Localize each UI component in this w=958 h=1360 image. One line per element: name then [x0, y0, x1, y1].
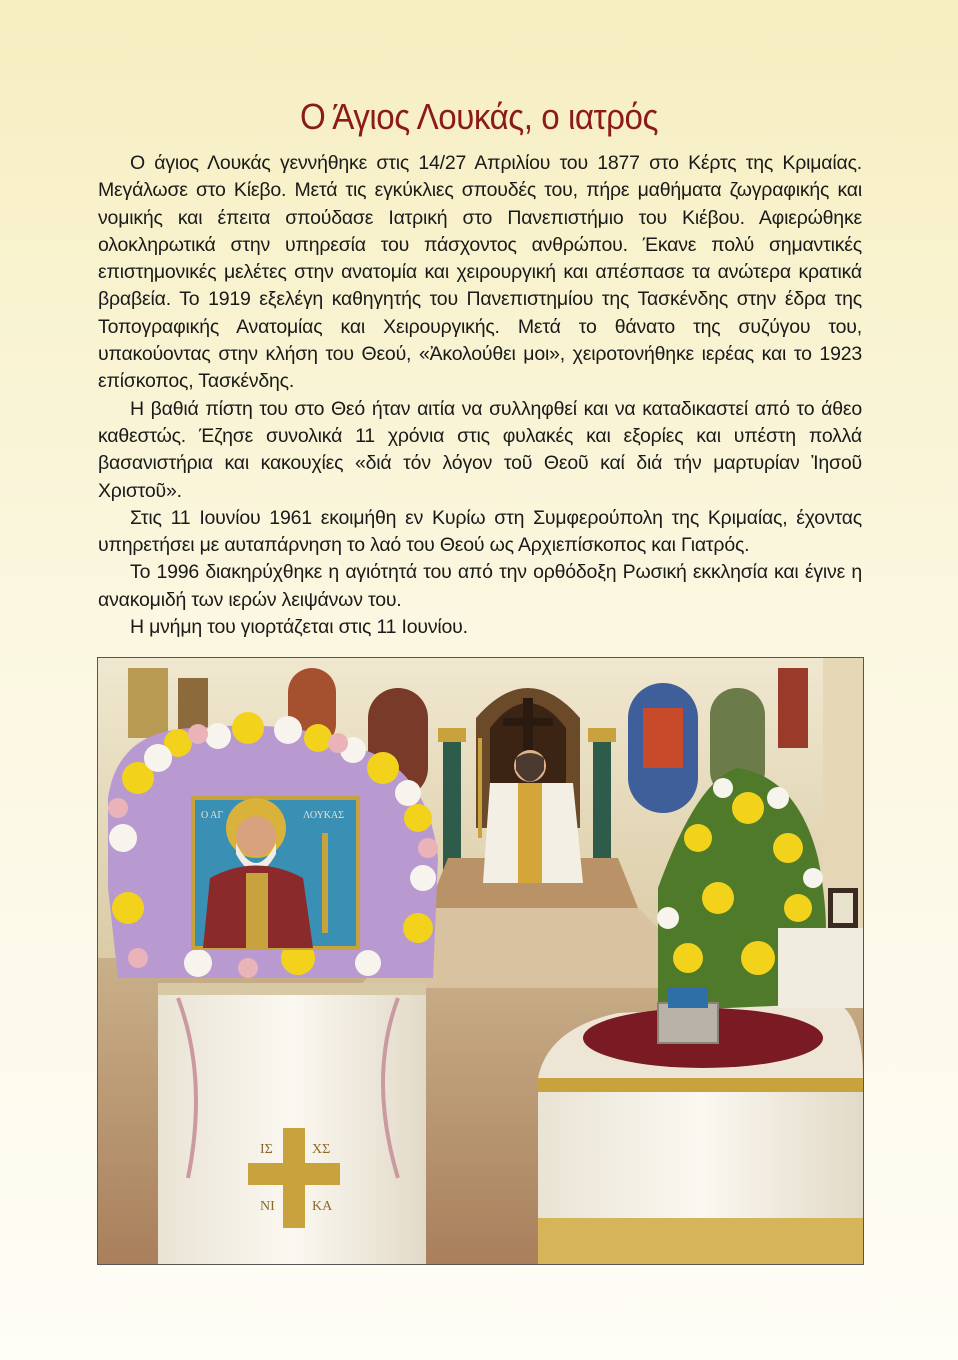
wall-icon: [778, 668, 808, 748]
cross-letter-2: ΧΣ: [312, 1142, 331, 1157]
article-body: [98, 150, 862, 641]
church-photo-illustration: [98, 658, 863, 1264]
icon-inscription-left: Ο ΑΓ: [201, 810, 224, 821]
paragraph-1: Ο άγιος Λουκάς γεννήθηκε στις 14/27 Απριλίου του 1877 στο Κέρτς της Κριμαίας. Μεγάλωσε στο Κίεβο. Μετά τις εγκύκλιες σπουδές του, πήρε μαθήματα ζωγραφικής και νομικής και έπειτα σπούδασε Ιατρική στο Πανεπιστήμιο του Κιέβου. Αφιερώθηκε ολοκληρωτικά στην υπηρεσία του πάσχοντος ανθρώπου. Έκανε πολύ σημαντικές επιστημονικές μελέτες στην ανατομία και χειρουργική και απέσπασε τα ανώτερα κρατικά βραβεία. Το 1919 εξελέγη καθηγητής του Πανεπιστημίου της Τασκένδης στην έδρα της Τοπογραφικής Ανατομίας και Χειρουργικής. Μετά το θάνατο της συζύγου του, υπακούοντας στην κλήση του Θεού, «Ἀκολούθει μοι», χειροτονήθηκε ιερέας και το 1923 επίσκοπος, Τασκένδης.: [98, 152, 862, 393]
church-photo: [97, 657, 864, 1265]
cross-letter-1: ΙΣ: [260, 1142, 273, 1157]
reliquary-table: [538, 988, 863, 1264]
article-title: Ο Άγιος Λουκάς, ο ιατρός: [299, 96, 659, 137]
paragraph-5: Η μνήμη του γιορτάζεται στις 11 Ιουνίου.: [130, 616, 468, 639]
cross-letter-3: ΝΙ: [260, 1199, 275, 1214]
paragraph-3: Στις 11 Ιουνίου 1961 εκοιμήθη εν Κυρίω στη Συμφερούπολη της Κριμαίας, έχοντας υπηρετήσει με αυταπάρνηση το λαό του Θεού ως Αρχιεπίσκοπος και Γιατρός.: [98, 506, 862, 557]
gold-fringe: [538, 1218, 863, 1264]
wall-icon: [128, 668, 168, 738]
paragraph-2: Η βαθιά πίστη του στο Θεό ήταν αιτία να συλληφθεί και να καταδικαστεί από το άθεο καθεστώς. Έζησε συνολικά 11 χρόνια στις φυλακές και εξορίες και υπέστη πολλά βασανιστήρια και κακουχίες «διά τόν λόγον τοῦ Θεοῦ καί διά τήν μαρτυρίαν Ἰησοῦ Χριστοῦ».: [98, 397, 862, 502]
icon-inscription-right: ΛΟΥΚΑΣ: [303, 810, 345, 821]
paragraph-4: Το 1996 διακηρύχθηκε η αγιότητά του από την ορθόδοξη Ρωσική εκκλησία και έγινε η ανακομιδή των ιερών λειψάνων του.: [98, 561, 862, 611]
reliquary-box: [658, 1003, 718, 1043]
cross-letter-4: ΚΑ: [312, 1199, 333, 1214]
